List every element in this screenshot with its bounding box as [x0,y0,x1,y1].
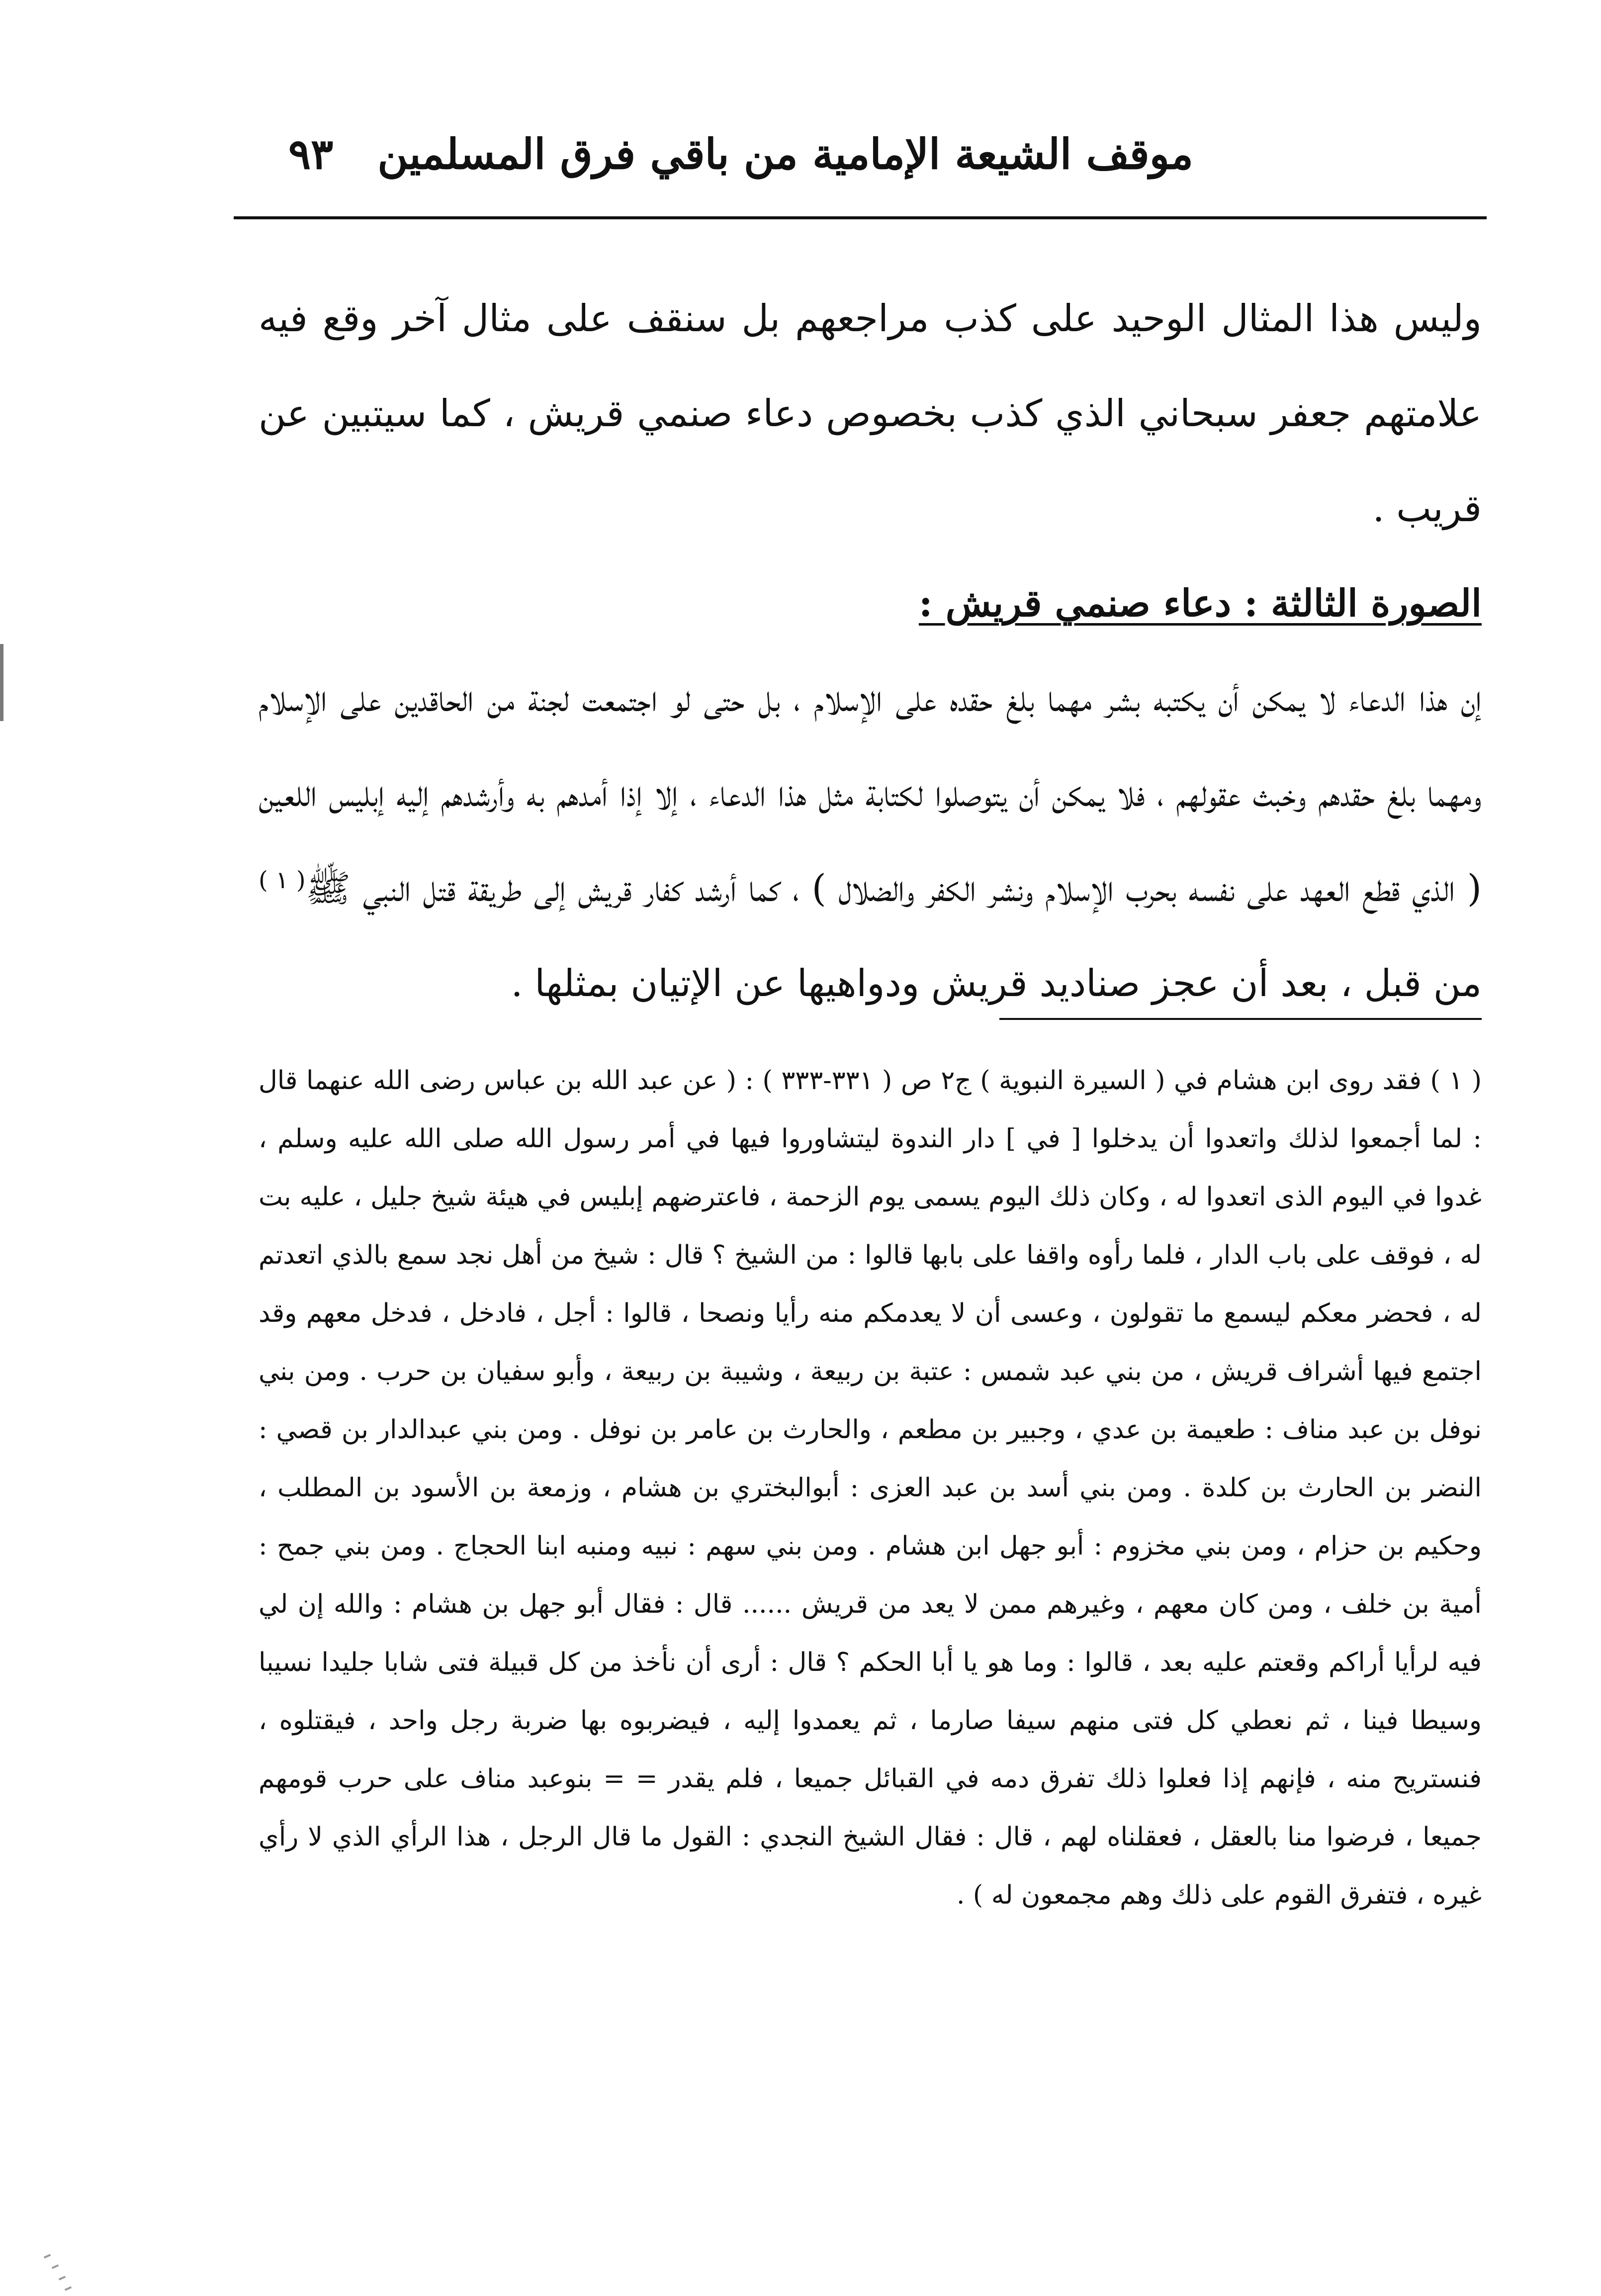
section-heading: الصورة الثالثة : دعاء صنمي قريش : [918,581,1482,625]
footnote-reference[interactable]: ( ١ ) [259,866,306,894]
footnote-area [259,1052,1482,1925]
page-number: ٩٣ [288,129,334,179]
main-text [259,271,1482,1031]
running-header [234,124,1487,184]
footnote-text: ( ١ ) فقد روى ابن هشام في ( السيرة النبوية ) ج٢ ص ( ٣٣١-٣٣٣ ) : ( عن عبد الله بن عباس رضى الله عنهما قال : لما أجمعوا لذلك واتعدوا أن يدخلوا [ في ] دار الندوة ليتشاوروا فيها في أمر رسول الله صلى الله عليه وسلم ، غدوا في اليوم الذى اتعدوا له ، وكان ذلك اليوم يسمى يوم الزحمة ، فاعترضهم إبليس في هيئة شيخ جليل ، عليه بت له ، فوقف على باب الدار ، فلما رأوه واقفا على بابها قالوا : من الشيخ ؟ قال : شيخ من أهل نجد سمع بالذي اتعدتم له ، فحضر معكم ليسمع ما تقولون ، وعسى أن لا يعدمكم منه رأيا ونصحا ، قالوا : أجل ، فادخل ، فدخل معهم وقد اجتمع فيها أشراف قريش ، من بني عبد شمس : عتبة بن ربيعة ، وشيبة بن ربيعة ، وأبو سفيان بن حرب . ومن بني نوفل بن عبد مناف : طعيمة بن عدي ، وجبير بن مطعم ، والحارث بن عامر بن نوفل . ومن بني عبدالدار بن قصي : النضر بن الحارث بن كلدة . ومن بني أسد بن عبد العزى : أبوالبختري بن هشام ، وزمعة بن الأسود بن المطلب ، وحكيم بن حزام ، ومن بني مخزوم : أبو جهل ابن هشام . ومن بني سهم : نبيه ومنبه ابنا الحجاج . ومن بني جمح : أمية بن خلف ، ومن كان معهم ، وغيرهم ممن لا يعد من قريش ...... قال : فقال أبو جهل بن هشام : والله إن لي فيه لرأيا أراكم وقعتم عليه بعد ، قالوا : وما هو يا أبا الحكم ؟ قال : أرى أن نأخذ من كل قبيلة فتى شابا جليدا نسيبا وسيطا فينا ، ثم نعطي كل فتى منهم سيفا صارما ، ثم يعمدوا إليه ، فيضربوه بها ضربة رجل واحد ، فيقتلوه ، فنستريح منه ، فإنهم إذا فعلوا ذلك تفرق دمه في القبائل جميعا ، فلم يقدر = = بنوعبد مناف على حرب قومهم جميعا ، فرضوا منا بالعقل ، فعقلناه لهم ، قال : فقال الشيخ النجدي : القول ما قال الرجل ، هذا الرأي الذي لا رأي غيره ، فتفرق القوم على ذلك وهم مجمعون له ) . [259,1066,1482,1910]
main-paragraph-text: إن هذا الدعاء لا يمكن أن يكتبه بشر مهما بلغ حقده على الإسلام ، بل حتى لو اجتمعت لجنة من الحاقدين على الإسلام ومهما بلغ حقدهم وخبث عقولهم ، فلا يمكن أن يتوصلوا لكتابة مثل هذا الدعاء ، إلا إذا أمدهم به وأرشدهم إليه إبليس اللعين ( الذي قطع العهد على نفسه بحرب الإسلام ونشر الكفر والضلال ) ، كما أرشد كفار قريش إلى طريقة قتل النبي ﷺ [259,676,1482,910]
main-paragraph [259,651,1482,1031]
scan-corner-mark [44,2254,51,2258]
main-paragraph-continuation: من قبل ، بعد أن عجز صناديد قريش ودواهيها عن الإتيان بمثلها . [511,961,1482,1005]
scan-corner-mark [65,2286,72,2291]
scan-corner-mark [59,2276,66,2280]
footnote-divider [999,1018,1482,1020]
section-heading-line [259,556,1482,651]
scan-corner-mark [52,2264,59,2269]
running-title: موقف الشيعة الإمامية من باقي فرق المسلمين [377,129,1193,179]
scan-margin-mark [0,644,3,721]
header-divider [234,216,1487,219]
intro-paragraph: وليس هذا المثال الوحيد على كذب مراجعهم بل سنقف على مثال آخر وقع فيه علامتهم جعفر سبحاني الذي كذب بخصوص دعاء صنمي قريش ، كما سيتبين عن قريب . [259,296,1482,530]
